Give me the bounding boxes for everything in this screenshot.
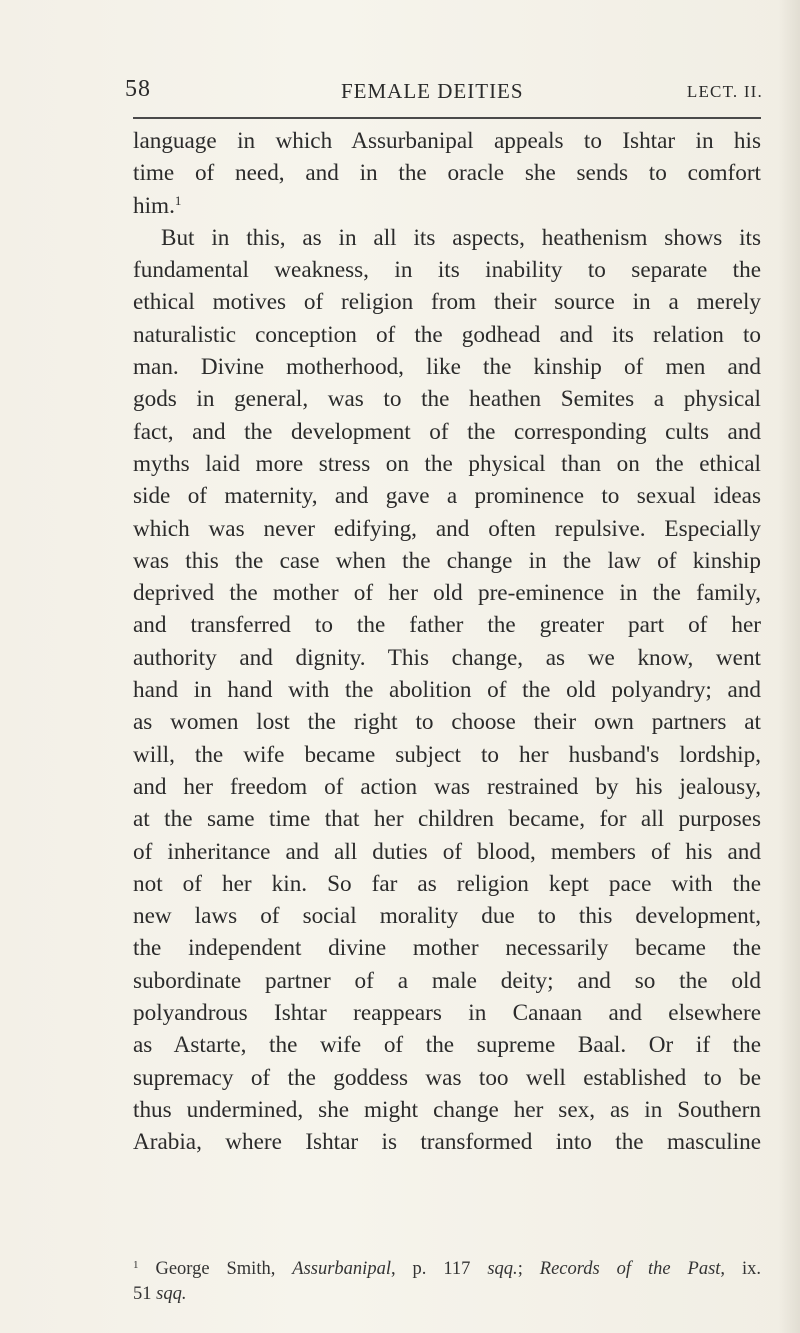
page-number: 58 (125, 76, 151, 102)
text-line: ethical motives of religion from their source in a merely (133, 289, 761, 316)
page-edge-shadow (778, 0, 800, 1333)
page-header (125, 72, 763, 108)
text-line: the independent divine mother necessarily became the (133, 935, 761, 962)
text-line: time of need, and in the oracle she sends to comfort (133, 160, 761, 187)
text-line: and transferred to the father the greater part of her (133, 612, 761, 639)
text-line: polyandrous Ishtar reappears in Canaan and elsewhere (133, 1000, 761, 1027)
body-text (133, 125, 761, 1159)
text-line: will, the wife became subject to her husband's lordship, (133, 741, 761, 768)
text-line: fact, and the development of the corresponding cults and (133, 418, 761, 445)
footnote-text: 51 (133, 1284, 157, 1304)
text-line: which was never edifying, and often repulsive. Especially (133, 515, 761, 542)
text-line: and her freedom of action was restrained by his jealousy, (133, 773, 761, 800)
text-line: gods in general, was to the heathen Semites a physical (133, 386, 761, 413)
text-line: naturalistic conception of the godhead and its relation to (133, 321, 761, 348)
text-line: subordinate partner of a male deity; and so the old (133, 967, 761, 994)
text-line: was this the case when the change in the law of kinship (133, 547, 761, 574)
text-line: myths laid more stress on the physical than on the ethical (133, 450, 761, 477)
text-line: hand in hand with the abolition of the old polyandry; and (133, 677, 761, 704)
footnote-line (133, 1282, 761, 1307)
text-line: of inheritance and all duties of blood, members of his and (133, 838, 761, 865)
text-line: fundamental weakness, in its inability to separate the (133, 257, 761, 284)
footnote-citation-title: Assurbanipal (292, 1259, 391, 1279)
text-line: at the same time that her children became, for all purposes (133, 806, 761, 833)
text-line: man. Divine motherhood, like the kinship of men and (133, 354, 761, 381)
text-line: supremacy of the goddess was too well established to be (133, 1064, 761, 1091)
text-line: language in which Assurbanipal appeals to Ishtar in his (133, 128, 761, 154)
text-line-content: him. (133, 192, 175, 219)
header-rule (133, 117, 761, 119)
footnote-text: , p. 117 (390, 1259, 488, 1279)
footnote-text: ; (517, 1259, 540, 1279)
footnote-citation-title: Records of the Past (539, 1259, 721, 1279)
text-line: as women lost the right to choose their own partners at (133, 709, 761, 736)
text-line (133, 190, 761, 222)
text-line: side of maternity, and gave a prominence to sexual ideas (133, 483, 761, 510)
footnote (133, 1253, 761, 1307)
text-line: as Astarte, the wife of the supreme Baal. Or if the (133, 1032, 761, 1059)
footnote-text: George Smith, (155, 1259, 293, 1279)
footnote-sqq: sqq. (156, 1284, 187, 1304)
text-line: new laws of social morality due to this development, (133, 903, 761, 930)
text-line: thus undermined, she might change her sex, as in Southern (133, 1096, 761, 1123)
text-line: authority and dignity. This change, as we know, went (133, 644, 761, 671)
running-title: FEMALE DEITIES (341, 79, 524, 103)
footnote-text: , ix. (720, 1259, 762, 1279)
footnote-sqq: sqq. (487, 1259, 518, 1279)
text-line: deprived the mother of her old pre-eminence in the family, (133, 580, 761, 607)
text-line: Arabia, where Ishtar is transformed into the masculine (133, 1129, 761, 1156)
text-line: not of her kin. So far as religion kept pace with the (133, 870, 761, 897)
footnote-reference: 1 (174, 192, 182, 208)
lecture-label: LECT. II. (686, 82, 763, 101)
footnote-marker: 1 (133, 1259, 139, 1271)
paragraph-start-line: But in this, as in all its aspects, heathenism shows its (161, 224, 761, 251)
footnote-line (133, 1253, 761, 1282)
